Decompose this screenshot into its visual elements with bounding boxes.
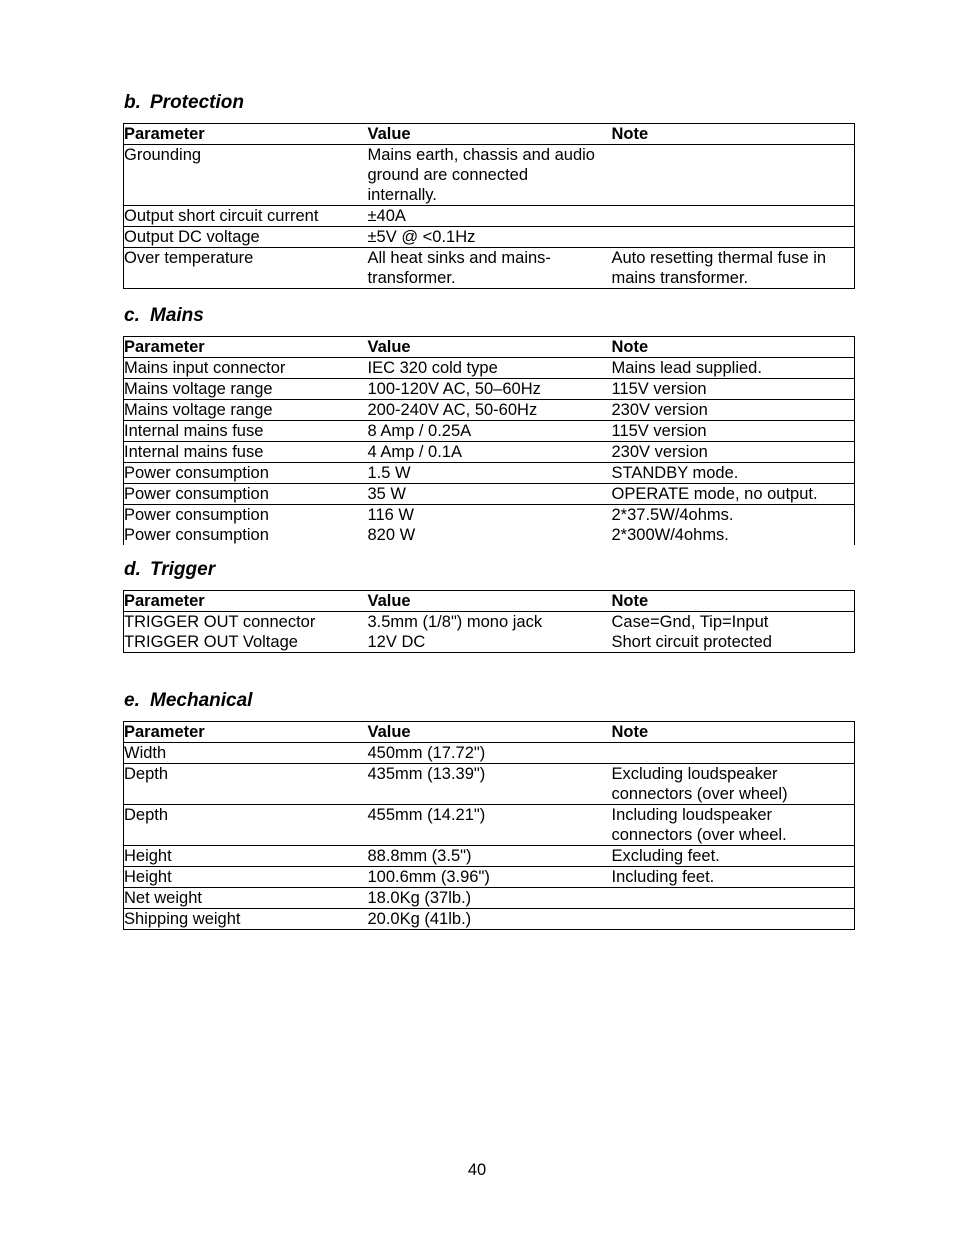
cell-note — [612, 909, 855, 930]
table-header-row — [124, 337, 855, 358]
cell-note — [612, 206, 855, 227]
table-row — [124, 379, 855, 400]
table-row — [124, 846, 855, 867]
cell-note: 115V version — [612, 379, 855, 400]
cell-value: 1.5 W — [368, 463, 612, 484]
cell-note: Short circuit protected — [611, 633, 772, 651]
table-row — [124, 632, 855, 653]
cell-note — [612, 227, 855, 248]
cell-parameter: TRIGGER OUT Voltage — [124, 633, 298, 651]
cell-value: 455mm (14.21") — [368, 805, 612, 846]
cell-note — [612, 743, 855, 764]
header-note: Note — [612, 124, 855, 145]
table-row — [124, 484, 855, 505]
cell-note: STANDBY mode. — [612, 463, 855, 484]
header-value: Value — [368, 124, 612, 145]
section-title: Protection — [150, 92, 244, 113]
section-protection — [123, 92, 855, 289]
cell-note: Excluding loudspeaker connectors (over wheel) — [612, 764, 855, 805]
cell-note: Auto resetting thermal fuse in mains transformer. — [611, 249, 827, 287]
cell-parameter: Height — [124, 846, 368, 867]
cell-value: 820 W — [367, 526, 416, 544]
section-title: Mains — [150, 305, 204, 326]
table-row — [124, 525, 855, 545]
header-value: Value — [368, 591, 612, 612]
cell-value: 8 Amp / 0.25A — [368, 421, 612, 442]
cell-parameter: Power consumption — [124, 506, 269, 524]
cell-parameter: Over temperature — [124, 249, 254, 267]
cell-note: Mains lead supplied. — [612, 358, 855, 379]
section-mains — [123, 305, 855, 545]
table-row — [124, 505, 855, 526]
cell-parameter: Net weight — [124, 888, 368, 909]
cell-parameter: Width — [124, 743, 368, 764]
cell-parameter: Mains voltage range — [124, 400, 368, 421]
cell-parameter: Height — [124, 867, 368, 888]
table-row — [124, 909, 855, 930]
cell-note: OPERATE mode, no output. — [612, 484, 855, 505]
table-header-row — [124, 124, 855, 145]
cell-value: 116 W — [367, 506, 414, 524]
cell-value: 88.8mm (3.5") — [368, 846, 612, 867]
header-parameter: Parameter — [124, 124, 368, 145]
cell-parameter: Depth — [124, 805, 368, 846]
cell-value: 4 Amp / 0.1A — [368, 442, 612, 463]
cell-parameter: Mains voltage range — [124, 379, 368, 400]
cell-note — [612, 145, 855, 206]
cell-note: Case=Gnd, Tip=Input — [611, 613, 769, 631]
table-row — [124, 888, 855, 909]
table-row — [124, 358, 855, 379]
section-heading — [124, 92, 855, 114]
cell-note: Including feet. — [612, 867, 855, 888]
table-row — [124, 805, 855, 846]
cell-parameter: Output short circuit current — [124, 206, 368, 227]
mains-table — [123, 336, 855, 545]
cell-value: 435mm (13.39") — [368, 764, 612, 805]
protection-table — [123, 123, 855, 289]
section-title: Mechanical — [150, 690, 253, 711]
header-note: Note — [612, 722, 855, 743]
cell-note: 2*300W/4ohms. — [611, 526, 729, 544]
table-row — [124, 867, 855, 888]
table-row — [124, 612, 855, 633]
section-trigger — [123, 559, 855, 653]
table-row — [124, 764, 855, 805]
cell-parameter: Shipping weight — [124, 910, 241, 928]
cell-note: 230V version — [612, 400, 855, 421]
table-row — [124, 227, 855, 248]
table-row — [124, 206, 855, 227]
header-parameter: Parameter — [124, 337, 368, 358]
header-value: Value — [368, 337, 612, 358]
cell-note: 230V version — [612, 442, 855, 463]
section-title: Trigger — [150, 559, 216, 580]
mechanical-table — [123, 721, 855, 930]
page-number: 40 — [467, 1161, 487, 1179]
cell-value: 3.5mm (1/8") mono jack — [367, 613, 543, 631]
cell-parameter: Output DC voltage — [124, 227, 368, 248]
cell-note: 2*37.5W/4ohms. — [611, 506, 734, 524]
cell-note: Including loudspeaker connectors (over wheel. — [612, 805, 855, 846]
cell-note: Excluding feet. — [612, 846, 855, 867]
cell-parameter: Internal mains fuse — [124, 421, 368, 442]
cell-parameter: Power consumption — [124, 526, 269, 544]
cell-parameter: Grounding — [124, 145, 368, 206]
cell-note — [612, 888, 855, 909]
table-row — [124, 400, 855, 421]
header-parameter: Parameter — [124, 722, 368, 743]
cell-value: IEC 320 cold type — [368, 358, 612, 379]
cell-value: 20.0Kg (41lb.) — [367, 910, 472, 928]
table-row — [124, 442, 855, 463]
cell-parameter: TRIGGER OUT connector — [124, 613, 316, 631]
section-heading — [124, 690, 855, 712]
cell-parameter: Power consumption — [124, 463, 368, 484]
trigger-table — [123, 590, 855, 653]
cell-note: 115V version — [612, 421, 855, 442]
section-letter: c. — [124, 305, 140, 326]
section-heading — [124, 305, 855, 327]
table-row — [124, 421, 855, 442]
table-row — [124, 463, 855, 484]
header-note: Note — [612, 591, 855, 612]
cell-parameter: Mains input connector — [124, 358, 368, 379]
cell-value: 18.0Kg (37lb.) — [368, 888, 612, 909]
table-header-row — [124, 722, 855, 743]
cell-parameter: Depth — [124, 764, 368, 805]
section-letter: b. — [124, 92, 141, 113]
cell-value: 12V DC — [367, 633, 426, 651]
section-letter: d. — [124, 559, 141, 580]
cell-value: 450mm (17.72") — [368, 743, 612, 764]
cell-value: ±5V @ <0.1Hz — [368, 227, 612, 248]
cell-value: All heat sinks and mains- transformer. — [367, 249, 551, 287]
header-value: Value — [368, 722, 612, 743]
cell-value: 100-120V AC, 50–60Hz — [368, 379, 612, 400]
header-note: Note — [612, 337, 855, 358]
cell-value: Mains earth, chassis and audio ground are connected internally. — [368, 145, 612, 206]
cell-parameter: Power consumption — [124, 484, 368, 505]
header-parameter: Parameter — [124, 591, 368, 612]
table-row — [124, 743, 855, 764]
table-row — [124, 248, 855, 289]
cell-value: 100.6mm (3.96") — [368, 867, 612, 888]
cell-value: ±40A — [368, 206, 612, 227]
cell-value: 35 W — [368, 484, 612, 505]
table-row — [124, 145, 855, 206]
section-heading — [124, 559, 855, 581]
cell-value: 200-240V AC, 50-60Hz — [368, 400, 612, 421]
cell-parameter: Internal mains fuse — [124, 442, 368, 463]
section-mechanical — [123, 690, 855, 930]
table-header-row — [124, 591, 855, 612]
section-letter: e. — [124, 690, 140, 711]
